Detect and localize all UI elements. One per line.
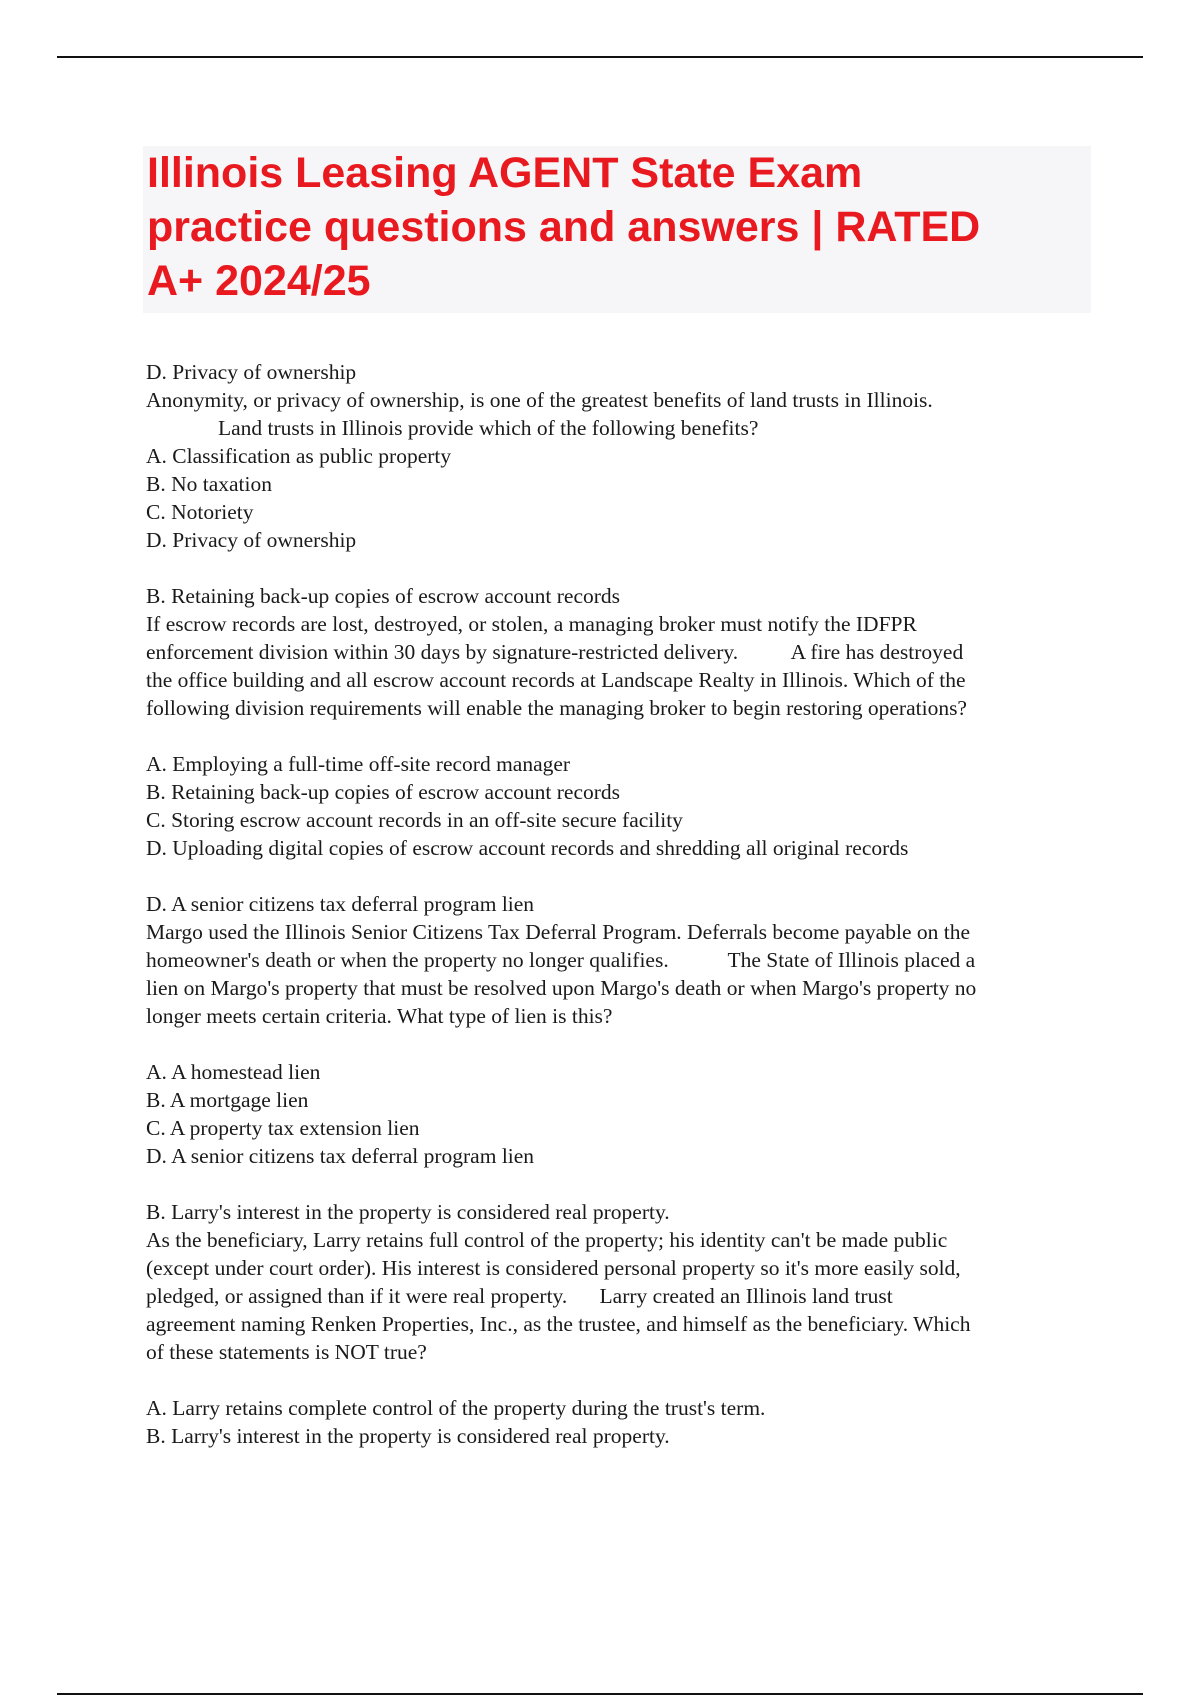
- explanation-line: enforcement division within 30 days by signature-restricted delivery. A fire has destroyed: [146, 640, 964, 664]
- explanation-line: pledged, or assigned than if it were real property. Larry created an Illinois land trust: [146, 1284, 893, 1308]
- option-line: D. Privacy of ownership: [146, 528, 357, 552]
- explanation-line: agreement naming Renken Properties, Inc., as the trustee, and himself as the beneficiary. Which: [146, 1312, 971, 1336]
- answer-line: B. Retaining back-up copies of escrow account records: [146, 584, 621, 608]
- option-line: A. Classification as public property: [146, 444, 452, 468]
- answer-line: D. Privacy of ownership: [146, 360, 357, 384]
- option-line: C. Notoriety: [146, 500, 254, 524]
- explanation-line: homeowner's death or when the property no longer qualifies. The State of Illinois placed a: [146, 948, 976, 972]
- explanation-line: the office building and all escrow account records at Landscape Realty in Illinois. Which of the: [146, 668, 966, 692]
- answer-line: D. A senior citizens tax deferral program lien: [146, 892, 535, 916]
- question-list: [146, 358, 1086, 1478]
- question-block: [146, 358, 1086, 554]
- title-banner: [143, 146, 1091, 313]
- option-line: B. A mortgage lien: [146, 1088, 309, 1112]
- explanation-line: (except under court order). His interest is considered personal property so it's more easily sold,: [146, 1256, 961, 1280]
- question-prompt-line: Land trusts in Illinois provide which of the following benefits?: [218, 416, 759, 440]
- explanation-line: As the beneficiary, Larry retains full control of the property; his identity can't be made public: [146, 1228, 948, 1252]
- explanation-line: Anonymity, or privacy of ownership, is one of the greatest benefits of land trusts in Illinois.: [146, 388, 933, 412]
- blank-line: [146, 1366, 1086, 1394]
- explanation-line: Margo used the Illinois Senior Citizens Tax Deferral Program. Deferrals become payable on the: [146, 920, 971, 944]
- option-line: A. Employing a full-time off-site record manager: [146, 752, 571, 776]
- answer-line: B. Larry's interest in the property is considered real property.: [146, 1200, 670, 1224]
- option-line: C. Storing escrow account records in an off-site secure facility: [146, 808, 683, 832]
- question-block: [146, 890, 1086, 1170]
- top-rule: [57, 56, 1143, 58]
- option-line: B. Retaining back-up copies of escrow account records: [146, 780, 621, 804]
- option-line: A. A homestead lien: [146, 1060, 321, 1084]
- bottom-rule: [57, 1693, 1143, 1695]
- question-block: [146, 1198, 1086, 1450]
- explanation-line: If escrow records are lost, destroyed, or stolen, a managing broker must notify the IDFPR: [146, 612, 917, 636]
- option-line: C. A property tax extension lien: [146, 1116, 420, 1140]
- blank-line: [146, 1030, 1086, 1058]
- explanation-line: longer meets certain criteria. What type of lien is this?: [146, 1004, 613, 1028]
- option-line: D. Uploading digital copies of escrow account records and shredding all original records: [146, 836, 909, 860]
- option-line: B. Larry's interest in the property is considered real property.: [146, 1424, 670, 1448]
- blank-line: [146, 722, 1086, 750]
- option-line: A. Larry retains complete control of the property during the trust's term.: [146, 1396, 766, 1420]
- document-title: Illinois Leasing AGENT State Exam practice questions and answers | RATED A+ 2024/25: [147, 149, 981, 305]
- explanation-line: following division requirements will enable the managing broker to begin restoring operations?: [146, 696, 967, 720]
- explanation-line: of these statements is NOT true?: [146, 1340, 427, 1364]
- question-block: [146, 582, 1086, 862]
- explanation-line: lien on Margo's property that must be resolved upon Margo's death or when Margo's property no: [146, 976, 977, 1000]
- option-line: D. A senior citizens tax deferral program lien: [146, 1144, 535, 1168]
- option-line: B. No taxation: [146, 472, 272, 496]
